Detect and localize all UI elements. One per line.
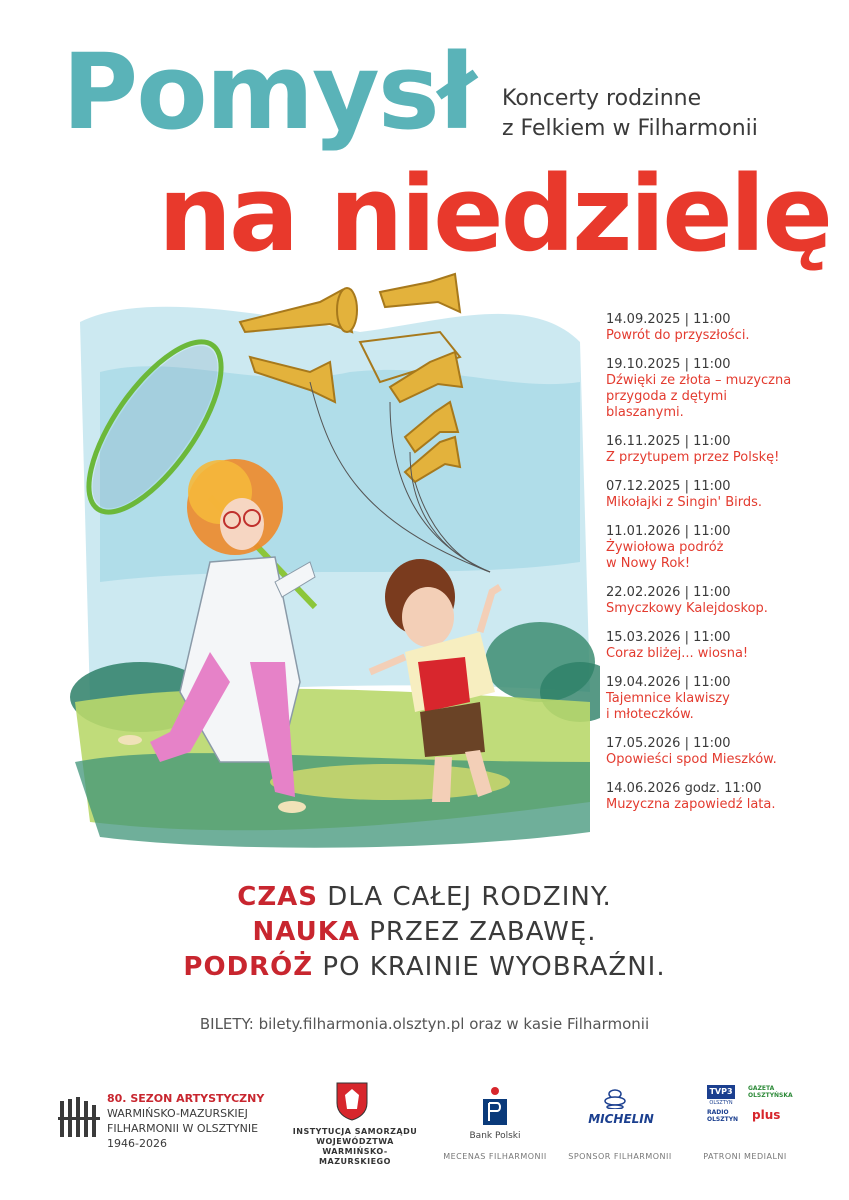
season-title: 80. SEZON ARTYSTYCZNY: [107, 1092, 265, 1105]
event-title: w Nowy Rok!: [606, 556, 691, 571]
footer-logos: [0, 1075, 849, 1195]
tvp3-logo: TVP3: [707, 1085, 735, 1099]
plus-logo: plus: [752, 1108, 781, 1122]
tickets-info: BILETY: bilety.filharmonia.olsztyn.pl oraz w kasie Filharmonii: [199, 1015, 650, 1033]
event-title: Muzyczna zapowiedź lata.: [606, 797, 776, 812]
coat-of-arms-icon: [335, 1081, 369, 1121]
season-line: WARMIŃSKO-MAZURSKIEJ: [107, 1107, 248, 1120]
schedule-item: [606, 781, 816, 813]
event-title: Coraz bliżej... wiosna!: [606, 646, 749, 661]
event-title: Tajemnice klawiszy: [606, 691, 730, 706]
subtitle: [502, 84, 758, 144]
event-title: Żywiołowa podróż: [606, 540, 724, 555]
institution-line: WARMIŃSKO-MAZURSKIEGO: [319, 1147, 391, 1166]
michelin-name: MICHELIN: [588, 1112, 654, 1126]
event-date: 19.04.2026 | 11:00: [606, 675, 731, 690]
season-info: [107, 1091, 264, 1151]
event-date: 22.02.2026 | 11:00: [606, 585, 731, 600]
bank-role: MECENAS FILHARMONII: [443, 1152, 547, 1161]
schedule-item: [606, 630, 816, 662]
michelin-man-icon: [600, 1089, 630, 1109]
event-title: Z przytupem przez Polskę!: [606, 450, 780, 465]
michelin-role: SPONSOR FILHARMONII: [568, 1152, 672, 1161]
event-date: 07.12.2025 | 11:00: [606, 479, 731, 494]
tagline-text: DLA CAŁEJ RODZINY.: [318, 882, 612, 912]
tagline: [0, 880, 849, 915]
event-title: Dźwięki ze złota – muzyczna: [606, 373, 792, 388]
taglines: [0, 880, 849, 985]
schedule-item: [606, 736, 816, 768]
tagline-text: PO KRAINIE WYOBRAŹNI.: [313, 952, 666, 982]
event-date: 17.05.2026 | 11:00: [606, 736, 731, 751]
schedule-item: [606, 585, 816, 617]
tagline-text: PRZEZ ZABAWĘ.: [359, 917, 597, 947]
event-date: 14.09.2025 | 11:00: [606, 312, 731, 327]
event-date: 11.01.2026 | 11:00: [606, 524, 731, 539]
title-line-1: Pomysł: [62, 31, 475, 153]
radio-logo: RADIO OLSZTYN: [707, 1109, 739, 1123]
institution-line: WOJEWÓDZTWA: [316, 1137, 394, 1146]
event-date: 15.03.2026 | 11:00: [606, 630, 731, 645]
tvp3-sub: OLSZTYN: [709, 1100, 733, 1106]
schedule-item: [606, 479, 816, 511]
tagline-keyword: CZAS: [237, 882, 319, 912]
event-date: 19.10.2025 | 11:00: [606, 357, 731, 372]
media-role: PATRONI MEDIALNI: [703, 1152, 787, 1161]
subtitle-line-2: z Felkiem w Filharmonii: [502, 116, 758, 141]
pko-logo-icon: [480, 1085, 510, 1129]
gazeta-logo: GAZETA OLSZTYŃSKA: [748, 1085, 793, 1099]
illustration: [60, 262, 600, 850]
event-title: Smyczkowy Kalejdoskop.: [606, 601, 768, 616]
event-title: Opowieści spod Mieszków.: [606, 752, 777, 767]
event-title: blaszanymi.: [606, 405, 684, 420]
event-title: i młoteczków.: [606, 707, 694, 722]
event-title: Mikołajki z Singin' Birds.: [606, 495, 763, 510]
event-title: przygoda z dętymi: [606, 389, 727, 404]
institution-line: INSTYTUCJA SAMORZĄDU: [292, 1127, 418, 1136]
schedule-item: [606, 434, 816, 466]
tagline: [0, 950, 849, 985]
event-title: Powrót do przyszłości.: [606, 328, 750, 343]
schedule-item: [606, 312, 816, 344]
philharmonic-logo-icon: [58, 1095, 100, 1141]
tagline-keyword: PODRÓŻ: [183, 952, 314, 982]
event-date: 16.11.2025 | 11:00: [606, 434, 731, 449]
concert-schedule: [606, 312, 816, 826]
schedule-item: [606, 524, 816, 572]
institution-info: [290, 1127, 420, 1167]
season-line: FILHARMONII W OLSZTYNIE: [107, 1122, 259, 1135]
event-date: 14.06.2026 godz. 11:00: [606, 781, 762, 796]
tagline-keyword: NAUKA: [252, 917, 360, 947]
subtitle-line-1: Koncerty rodzinne: [502, 86, 702, 111]
bank-name: Bank Polski: [469, 1131, 521, 1141]
schedule-item: [606, 675, 816, 723]
season-years: 1946-2026: [107, 1137, 167, 1150]
title-line-2: na niedzielę: [158, 153, 830, 275]
schedule-item: [606, 357, 816, 421]
tagline: [0, 915, 849, 950]
